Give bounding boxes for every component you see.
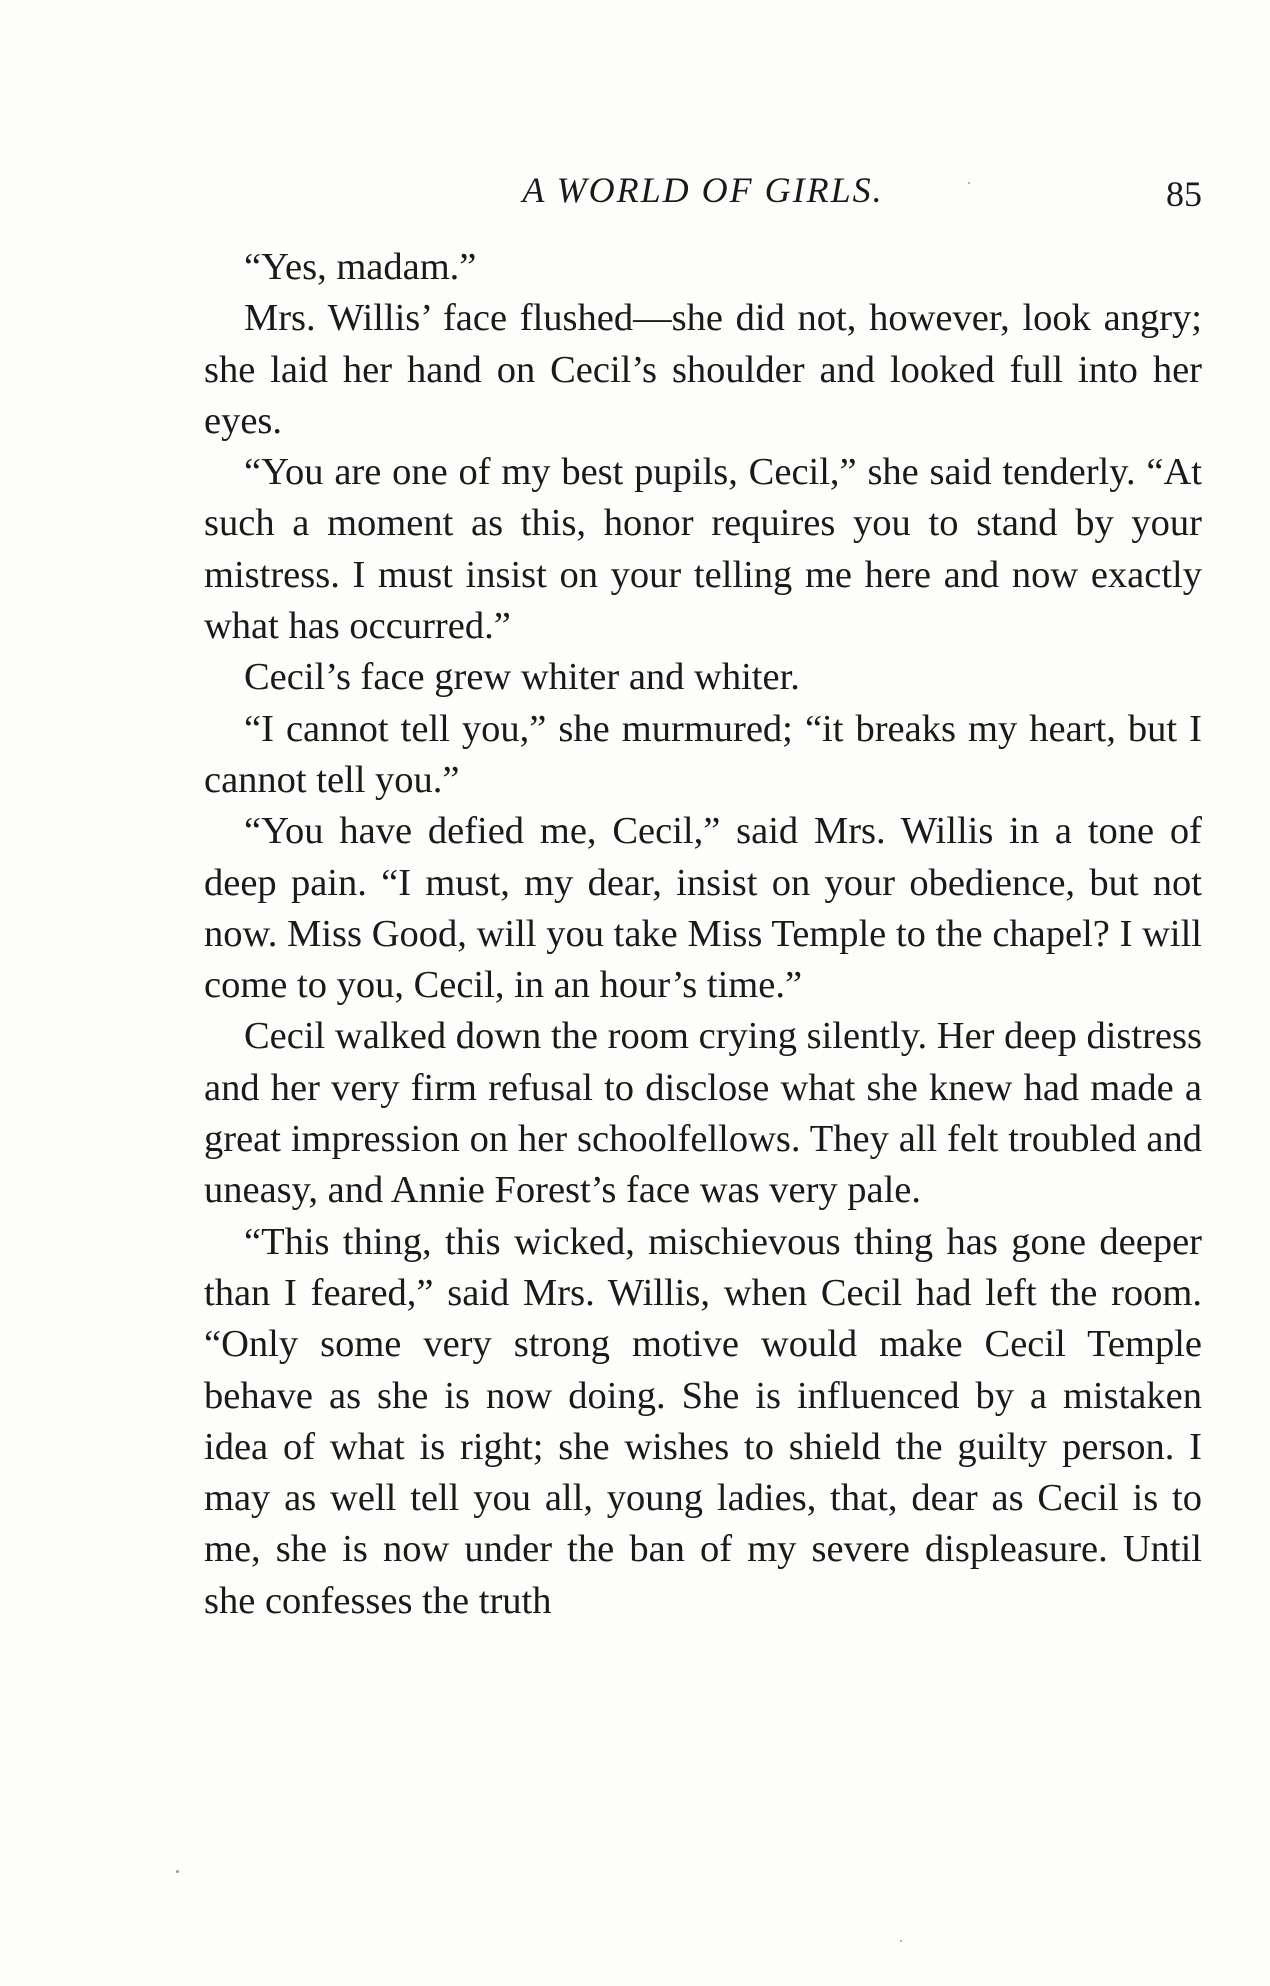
paper-speck <box>968 182 970 184</box>
running-head <box>204 168 1202 218</box>
page-number: 85 <box>1166 174 1202 214</box>
paragraph-1: “Yes, madam.” <box>244 246 477 288</box>
paragraph-2: Mrs. Willis’ face flushed—she did not, however, look angry; she laid her hand on Cecil’s shoulder and looked full into her eyes. <box>204 297 1202 442</box>
body-text <box>204 242 1202 1627</box>
paragraph-7: Cecil walked down the room crying silently. Her deep distress and her very firm refusal to disclose what she knew had made a great impression on her schoolfellows. They all felt troubled and uneasy, and Annie Forest’s face was very pale. <box>204 1015 1202 1212</box>
paragraph-3: “You are one of my best pupils, Cecil,” she said tenderly. “At such a moment as this, honor requires you to stand by your mistress. I must insist on your telling me here and now exactly what has occurred.” <box>204 451 1202 648</box>
paragraph-8: “This thing, this wicked, mischievous thing has gone deeper than I feared,” said Mrs. Willis, when Cecil had left the room. “Only some very strong motive would make Cecil Temple behave as she is now doing. She is influenced by a mistaken idea of what is right; she wishes to shield the guilty person. I may as well tell you all, young ladies, that, dear as Cecil is to me, she is now under the ban of my severe displeasure. Until she confesses the truth <box>204 1220 1202 1622</box>
paragraph-5: “I cannot tell you,” she murmured; “it breaks my heart, but I cannot tell you.” <box>204 707 1202 801</box>
running-title: A WORLD OF GIRLS. <box>522 170 884 210</box>
paragraph-4: Cecil’s face grew whiter and whiter. <box>244 656 800 699</box>
paper-speck <box>176 1870 179 1873</box>
paper-speck <box>900 1940 902 1942</box>
paragraph-6: “You have defied me, Cecil,” said Mrs. Willis in a tone of deep pain. “I must, my dear, insist on your obedience, but not now. Miss Good, will you take Miss Temple to the chapel? I will come to you, Cecil, in an hour’s time.” <box>204 810 1202 1007</box>
